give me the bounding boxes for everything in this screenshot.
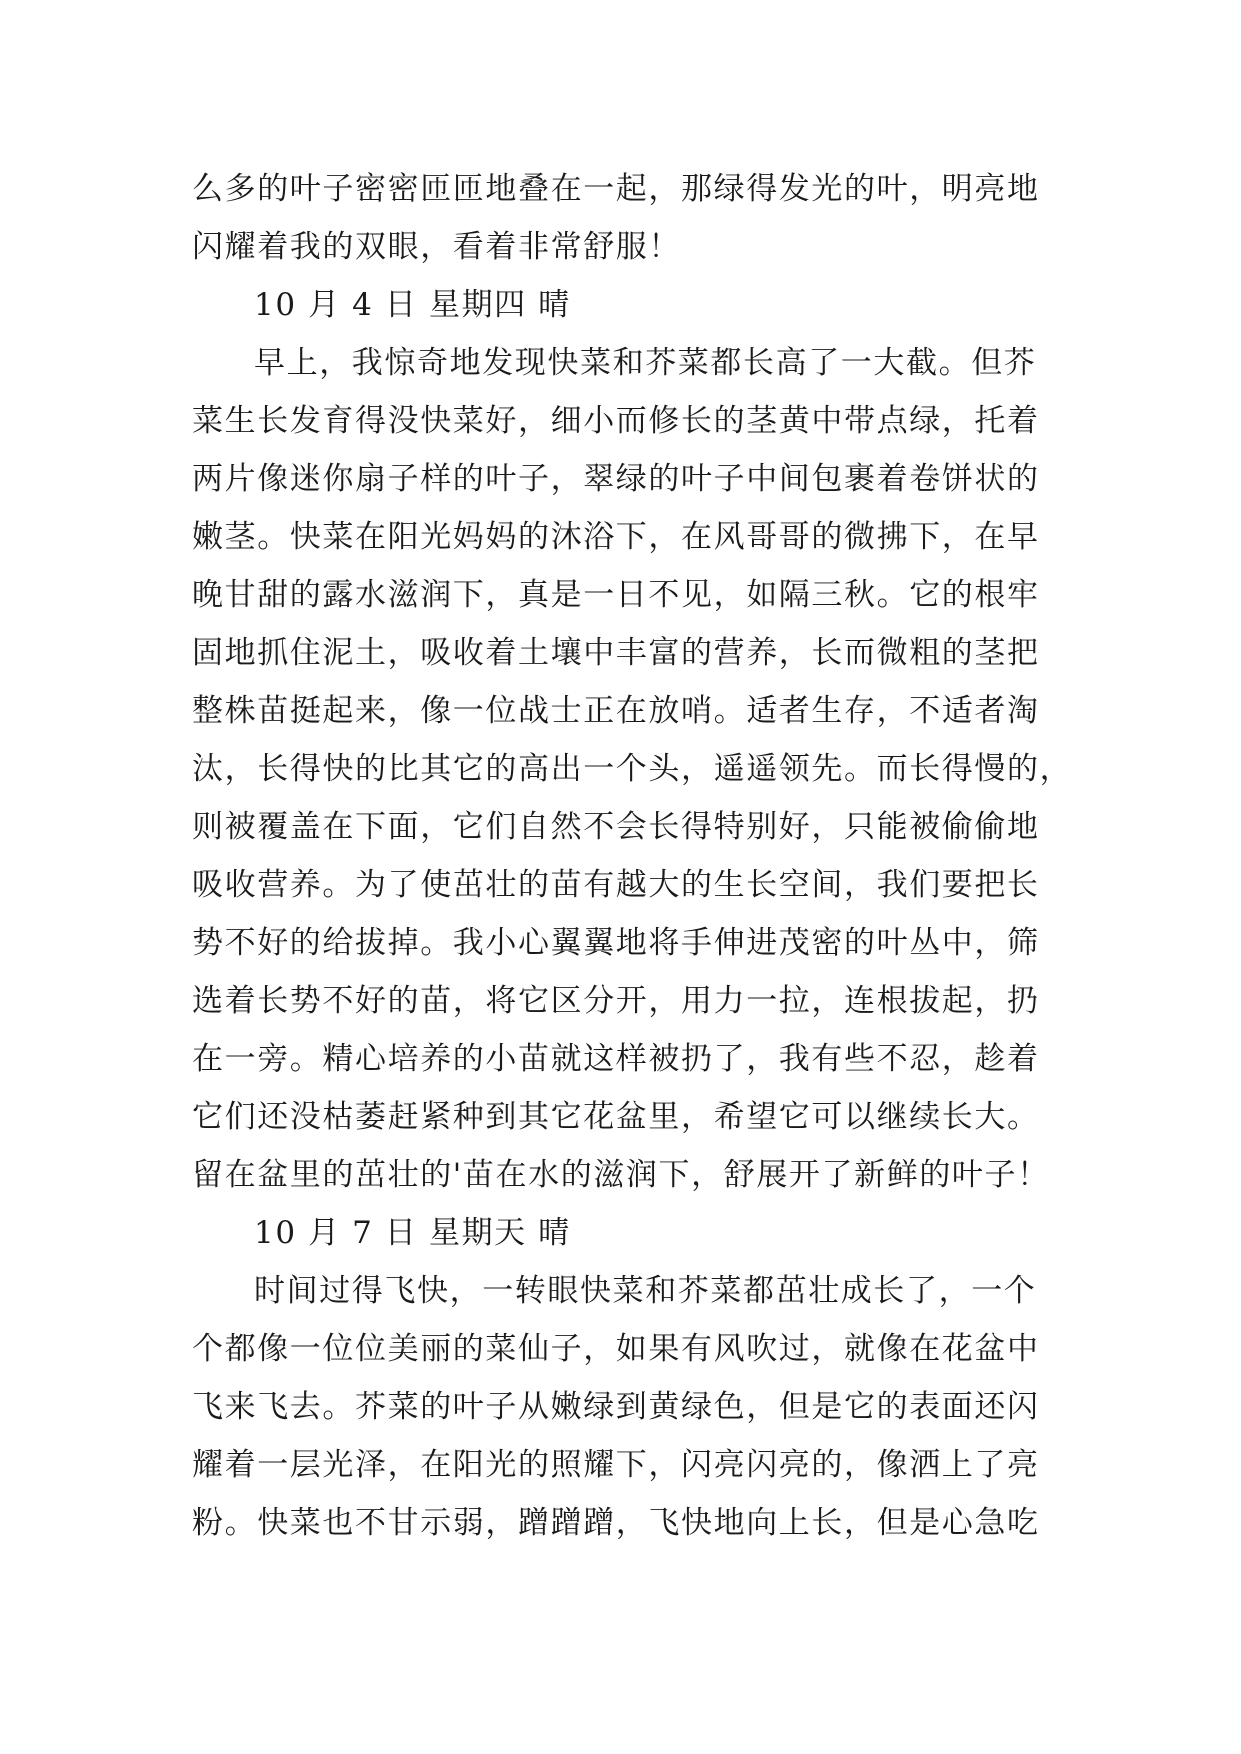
text-line: 耀着一层光泽，在阳光的照耀下，闪亮闪亮的，像洒上了亮 xyxy=(192,1447,1040,1483)
text-line: 留在盆里的茁壮的'苗在水的滋润下，舒展开了新鲜的叶子！ xyxy=(192,1157,1050,1193)
text-line: 10 月 7 日 星期天 晴 xyxy=(254,1215,571,1251)
text-line: 在一旁。精心培养的小苗就这样被扔了，我有些不忍，趁着 xyxy=(192,1041,1040,1077)
text-line: 飞来飞去。芥菜的叶子从嫩绿到黄绿色，但是它的表面还闪 xyxy=(192,1389,1040,1425)
text-line: 势不好的给拔掉。我小心翼翼地将手伸进茂密的叶丛中，筛 xyxy=(192,925,1040,961)
text-line: 么多的叶子密密匝匝地叠在一起，那绿得发光的叶，明亮地 xyxy=(192,171,1040,207)
text-line: 个都像一位位美丽的菜仙子，如果有风吹过，就像在花盆中 xyxy=(192,1331,1040,1367)
text-line: 选着长势不好的苗，将它区分开，用力一拉，连根拔起，扔 xyxy=(192,983,1040,1019)
text-line: 汰，长得快的比其它的高出一个头，遥遥领先。而长得慢的， xyxy=(192,751,1073,787)
text-line: 闪耀着我的双眼，看着非常舒服！ xyxy=(192,229,681,265)
text-line: 时间过得飞快，一转眼快菜和芥菜都茁壮成长了，一个 xyxy=(254,1273,1037,1309)
text-line: 则被覆盖在下面，它们自然不会长得特别好，只能被偷偷地 xyxy=(192,809,1040,845)
text-line: 整株苗挺起来，像一位战士正在放哨。适者生存，不适者淘 xyxy=(192,693,1040,729)
text-line: 晚甘甜的露水滋润下，真是一日不见，如隔三秋。它的根牢 xyxy=(192,577,1040,613)
text-line: 10 月 4 日 星期四 晴 xyxy=(254,287,571,323)
text-line: 早上，我惊奇地发现快菜和芥菜都长高了一大截。但芥 xyxy=(254,345,1037,381)
text-line: 吸收营养。为了使茁壮的苗有越大的生长空间，我们要把长 xyxy=(192,867,1040,903)
document-body xyxy=(192,160,1073,1552)
text-line: 它们还没枯萎赶紧种到其它花盆里，希望它可以继续长大。 xyxy=(192,1099,1040,1135)
text-line: 两片像迷你扇子样的叶子，翠绿的叶子中间包裹着卷饼状的 xyxy=(192,461,1040,497)
text-line: 嫩茎。快菜在阳光妈妈的沐浴下，在风哥哥的微拂下，在早 xyxy=(192,519,1040,555)
text-line: 固地抓住泥土，吸收着土壤中丰富的营养，长而微粗的茎把 xyxy=(192,635,1040,671)
text-line: 粉。快菜也不甘示弱，蹭蹭蹭，飞快地向上长，但是心急吃 xyxy=(192,1505,1040,1541)
text-line: 菜生长发育得没快菜好，细小而修长的茎黄中带点绿，托着 xyxy=(192,403,1040,439)
